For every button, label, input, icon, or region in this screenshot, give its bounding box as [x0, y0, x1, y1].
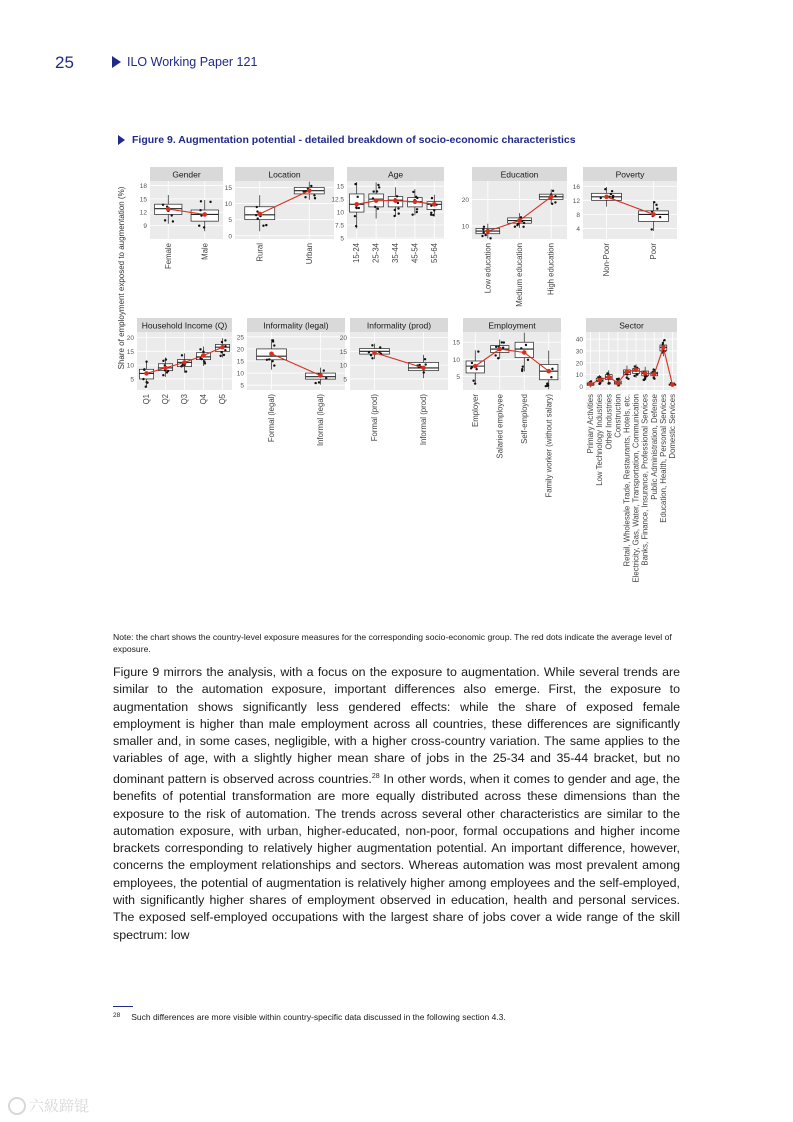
panel-area-informality-prod — [350, 332, 448, 390]
country-dot — [547, 384, 549, 386]
mean-dot — [549, 195, 554, 200]
country-dot — [372, 197, 374, 199]
x-tick-label: 45-54 — [410, 243, 420, 263]
country-dot — [172, 220, 174, 222]
country-dot — [482, 228, 484, 230]
country-dot — [424, 358, 426, 360]
x-tick-label: Banks, Finance, Insurance, Professional Services — [640, 394, 650, 566]
y-tick-label: 15 — [336, 183, 344, 191]
country-dot — [600, 197, 602, 199]
y-tick-label: 40 — [575, 336, 583, 344]
country-dot — [171, 214, 173, 216]
country-dot — [379, 346, 381, 348]
mean-dot — [307, 188, 312, 193]
y-tick-label: 20 — [339, 335, 347, 343]
country-dot — [521, 368, 523, 370]
country-dot — [318, 381, 320, 383]
country-dot — [522, 365, 524, 367]
panel-title-sector: Sector — [619, 320, 644, 331]
mean-dot — [497, 347, 502, 352]
x-tick-label: High education — [546, 243, 556, 296]
y-tick-label: 15 — [126, 348, 134, 356]
x-tick-label: Retail, Wholesale Trade, Restaurants, Hotels, etc. — [622, 394, 632, 567]
country-dot — [266, 359, 268, 361]
body-text-part-1: Figure 9 mirrors the analysis, with a focus on the exposure to augmentation. While several trends are similar to the automation exposure, important differences also emerge. First, the exposure to augmentation shows significantly less gendered effects: while the share of exposed female employment is higher than male employment across all countries, these differences are significantly smaller and, in some cases, negligible, with a higher cross-country variation. The same applies to the variables of age, with a slightly higher mean share of jobs in the 25-34 and 35-44 bracket, but no dominant pattern is observed across countries. — [113, 665, 680, 786]
country-dot — [598, 383, 600, 385]
x-tick-label: Rural — [255, 243, 265, 262]
y-tick-label: 18 — [139, 182, 147, 190]
y-tick-label: 20 — [126, 335, 134, 343]
country-dot — [418, 364, 420, 366]
country-dot — [430, 213, 432, 215]
watermark-text: 六級蹄锟 — [29, 1098, 90, 1115]
y-tick-label: 12 — [139, 209, 147, 217]
y-tick-label: 5 — [130, 376, 134, 384]
x-tick-label: Q4 — [199, 394, 208, 405]
country-dot — [416, 197, 418, 199]
country-dot — [633, 375, 635, 377]
mean-dot — [393, 198, 398, 203]
country-dot — [470, 367, 472, 369]
country-dot — [474, 382, 476, 384]
country-dot — [262, 225, 264, 227]
country-dot — [200, 214, 202, 216]
mean-dot — [522, 350, 527, 355]
mean-dot — [182, 360, 187, 365]
mean-dot — [546, 369, 551, 374]
country-dot — [185, 370, 187, 372]
y-tick-label: 5 — [240, 382, 244, 390]
page-number: 25 — [55, 53, 74, 72]
country-dot — [145, 360, 147, 362]
country-dot — [662, 342, 664, 344]
mean-dot — [257, 212, 262, 217]
country-dot — [181, 354, 183, 356]
country-dot — [314, 382, 316, 384]
country-dot — [494, 354, 496, 356]
mean-dot — [606, 375, 611, 380]
country-dot — [394, 209, 396, 211]
x-tick-label: Public Administration, Defense — [649, 394, 659, 500]
x-tick-label: 35-44 — [391, 243, 400, 263]
y-tick-label: 20 — [236, 346, 244, 354]
mean-dot — [166, 207, 171, 212]
y-tick-label: 10 — [236, 370, 244, 378]
x-tick-label: Informal (prod) — [419, 394, 428, 446]
mean-dot — [372, 350, 377, 355]
triangle-marker-icon — [112, 56, 121, 68]
country-dot — [484, 234, 486, 236]
mean-dot — [432, 202, 437, 207]
country-dot — [396, 195, 398, 197]
mean-dot — [643, 371, 648, 376]
country-dot — [273, 344, 275, 346]
watermark-logo-icon — [8, 1097, 26, 1115]
country-dot — [475, 368, 477, 370]
y-tick-label: 7.5 — [334, 222, 344, 230]
footnote-number: 28 — [113, 1012, 121, 1019]
mean-dot — [597, 378, 602, 383]
country-dot — [471, 362, 473, 364]
country-dot — [522, 226, 524, 228]
x-tick-label: Primary Activities — [586, 394, 596, 454]
country-dot — [659, 216, 661, 218]
y-tick-label: 10 — [336, 209, 344, 217]
country-dot — [354, 215, 356, 217]
country-dot — [411, 213, 413, 215]
country-dot — [165, 358, 167, 360]
mean-dot — [616, 381, 621, 386]
country-dot — [525, 344, 527, 346]
y-tick-label: 10 — [339, 362, 347, 370]
y-tick-label: 10 — [224, 201, 232, 209]
country-dot — [550, 376, 552, 378]
x-tick-label: Employer — [470, 394, 480, 427]
mean-dot — [661, 345, 666, 350]
body-paragraph — [113, 664, 680, 944]
box — [515, 342, 533, 357]
country-dot — [627, 378, 629, 380]
panel-area-poverty — [583, 181, 677, 239]
x-tick-label: Q5 — [218, 394, 227, 405]
x-tick-label: Domestic Services — [667, 394, 677, 459]
mean-dot — [144, 371, 149, 376]
country-dot — [554, 195, 556, 197]
x-tick-label: Formal (legal) — [267, 394, 276, 443]
country-dot — [377, 184, 379, 186]
country-dot — [323, 369, 325, 371]
x-tick-label: 25-34 — [371, 243, 381, 263]
country-dot — [424, 363, 426, 365]
country-dot — [143, 368, 145, 370]
mean-dot — [318, 373, 323, 378]
y-tick-label: 12 — [572, 197, 580, 205]
y-tick-label: 5 — [456, 373, 460, 381]
country-dot — [502, 347, 504, 349]
footnote-reference: 28 — [371, 772, 380, 780]
panel-title-age: Age — [387, 169, 404, 180]
country-dot — [368, 351, 370, 353]
country-dot — [608, 382, 610, 384]
x-tick-label: Poor — [649, 243, 658, 260]
country-dot — [372, 190, 374, 192]
country-dot — [200, 200, 202, 202]
country-dot — [162, 360, 164, 362]
mean-dot — [625, 369, 630, 374]
country-dot — [354, 183, 356, 185]
panel-title-education: Education — [500, 169, 539, 180]
y-tick-label: 5 — [228, 217, 232, 225]
country-dot — [167, 370, 169, 372]
figure-note: Note: the chart shows the country-level exposure measures for the corresponding socio-economic group. The red dots indicate the average level of exposure. — [113, 632, 672, 654]
country-dot — [224, 349, 226, 351]
y-tick-label: 10 — [452, 356, 460, 364]
x-tick-label: Male — [200, 243, 210, 260]
x-tick-label: Low education — [483, 243, 493, 294]
x-tick-label: Q1 — [142, 394, 151, 405]
country-dot — [356, 196, 358, 198]
country-dot — [416, 208, 418, 210]
country-dot — [371, 357, 373, 359]
country-dot — [520, 347, 522, 349]
y-tick-label: 30 — [575, 348, 583, 356]
x-tick-label: 15-24 — [352, 243, 362, 263]
y-tick-label: 20 — [575, 360, 583, 368]
country-dot — [393, 215, 395, 217]
country-dot — [355, 225, 357, 227]
country-dot — [514, 226, 516, 228]
y-tick-label: 15 — [452, 339, 460, 347]
x-tick-label: Q2 — [161, 394, 170, 405]
mean-dot — [220, 345, 225, 350]
mean-dot — [670, 382, 675, 387]
mean-dot — [517, 218, 522, 223]
country-dot — [271, 360, 273, 362]
country-dot — [432, 214, 434, 216]
x-tick-label: Urban — [304, 243, 314, 265]
y-tick-label: 15 — [224, 184, 232, 192]
country-dot — [423, 371, 425, 373]
body-text-part-2: In other words, when it comes to gender and age, the benefits of potential transformation are more equally distributed across these dimensions than the exposure to the risk of automation. The trends across several other characteristics are similar to the automation exposure, with urban, higher-educated, non-poor, formal occupations and higher income brackets corresponding to relatively higher augmentation potential. An important difference, however, concerns the employment relationships and sectors. Whereas automation was most prevalent among employees, the potential of augmentation is relatively higher among employees and the self-employed, with significantly higher shares of employment observed in education, health and personal services. The exposed self-employed occupations with the largest share of jobs cover a wide range of the skill spectrum: low — [113, 771, 680, 942]
mean-dot — [374, 198, 379, 203]
country-dot — [201, 358, 203, 360]
mean-dot — [652, 372, 657, 377]
country-dot — [371, 344, 373, 346]
country-dot — [203, 360, 205, 362]
figure-9-chart — [110, 160, 685, 615]
panel-title-employment: Employment — [488, 320, 536, 331]
x-tick-label: Non-Poor — [602, 243, 611, 277]
y-tick-label: 15 — [139, 196, 147, 204]
watermark — [8, 1095, 89, 1116]
running-header — [112, 55, 257, 69]
country-dot — [325, 377, 327, 379]
country-dot — [142, 378, 144, 380]
country-dot — [397, 207, 399, 209]
x-tick-label: Education, Health, Personal Services — [658, 394, 668, 523]
country-dot — [377, 208, 379, 210]
country-dot — [527, 359, 529, 361]
panel-title-informality-prod: Informality (prod) — [366, 320, 432, 331]
country-dot — [198, 224, 200, 226]
y-axis-label: Share of employment exposed to augmentation (%) — [117, 186, 126, 370]
y-tick-label: 12.5 — [331, 196, 344, 204]
y-tick-label: 15 — [339, 348, 347, 356]
country-dot — [313, 194, 315, 196]
y-tick-label: 10 — [461, 223, 469, 231]
x-tick-label: Medium education — [515, 243, 524, 307]
country-dot — [611, 190, 613, 192]
country-dot — [516, 224, 518, 226]
country-dot — [663, 339, 665, 341]
country-dot — [224, 339, 226, 341]
country-dot — [483, 226, 485, 228]
country-dot — [523, 222, 525, 224]
country-dot — [656, 208, 658, 210]
country-dot — [358, 207, 360, 209]
mean-dot — [163, 366, 168, 371]
x-tick-label: Female — [163, 243, 173, 269]
panel-title-informality-legal: Informality (legal) — [263, 320, 329, 331]
country-dot — [145, 386, 147, 388]
country-dot — [554, 201, 556, 203]
panel-title-household-income-q: Household Income (Q) — [141, 320, 228, 331]
x-tick-label: Self-employed — [519, 394, 529, 444]
country-dot — [202, 350, 204, 352]
country-dot — [416, 211, 418, 213]
y-tick-label: 16 — [572, 183, 580, 191]
country-dot — [497, 357, 499, 359]
country-dot — [162, 204, 164, 206]
country-dot — [477, 350, 479, 352]
x-tick-label: Formal (prod) — [370, 394, 379, 442]
country-dot — [209, 201, 211, 203]
x-tick-label: Low Technology Industries — [595, 394, 605, 486]
country-dot — [203, 226, 205, 228]
header-title: ILO Working Paper 121 — [127, 55, 258, 69]
country-dot — [551, 203, 553, 205]
country-dot — [489, 237, 491, 239]
country-dot — [606, 372, 608, 374]
country-dot — [495, 346, 497, 348]
country-dot — [653, 376, 655, 378]
y-tick-label: 25 — [236, 334, 244, 342]
country-dot — [398, 212, 400, 214]
country-dot — [164, 219, 166, 221]
panel-title-location: Location — [268, 169, 301, 180]
mean-dot — [473, 364, 478, 369]
country-dot — [378, 186, 380, 188]
country-dot — [634, 365, 636, 367]
country-dot — [653, 201, 655, 203]
country-dot — [501, 341, 503, 343]
country-dot — [551, 368, 553, 370]
country-dot — [482, 231, 484, 233]
country-dot — [610, 193, 612, 195]
panel-title-poverty: Poverty — [615, 169, 645, 180]
country-dot — [370, 354, 372, 356]
mean-dot — [354, 202, 359, 207]
panel-title-gender: Gender — [172, 169, 201, 180]
triangle-marker-icon — [118, 135, 125, 145]
y-tick-label: 9 — [143, 223, 147, 231]
y-tick-label: 10 — [575, 372, 583, 380]
country-dot — [472, 380, 474, 382]
country-dot — [256, 206, 258, 208]
mean-dot — [269, 351, 274, 356]
y-tick-label: 0 — [579, 383, 583, 391]
mean-dot — [202, 212, 207, 217]
country-dot — [220, 351, 222, 353]
y-tick-label: 5 — [343, 376, 347, 384]
country-dot — [552, 190, 554, 192]
country-dot — [431, 197, 433, 199]
country-dot — [651, 228, 653, 230]
country-dot — [199, 209, 201, 211]
country-dot — [146, 381, 148, 383]
country-dot — [257, 217, 259, 219]
y-tick-label: 8 — [576, 211, 580, 219]
mean-dot — [651, 212, 656, 217]
country-dot — [221, 341, 223, 343]
country-dot — [644, 375, 646, 377]
mean-dot — [486, 229, 491, 234]
country-dot — [481, 235, 483, 237]
figure-title-text: Figure 9. Augmentation potential - detailed breakdown of socio-economic characteristics — [132, 134, 576, 146]
country-dot — [273, 364, 275, 366]
country-dot — [612, 195, 614, 197]
x-tick-label: Construction — [613, 394, 623, 438]
country-dot — [644, 378, 646, 380]
x-tick-label: Q3 — [180, 394, 189, 405]
x-tick-label: 55-64 — [429, 243, 439, 263]
country-dot — [376, 190, 378, 192]
country-dot — [268, 358, 270, 360]
y-tick-label: 5 — [340, 235, 344, 243]
x-tick-label: Family worker (without salary) — [544, 394, 554, 498]
country-dot — [374, 206, 376, 208]
mean-dot — [413, 199, 418, 204]
country-dot — [433, 209, 435, 211]
country-dot — [412, 191, 414, 193]
country-dot — [255, 214, 257, 216]
country-dot — [304, 196, 306, 198]
footnote-rule — [113, 1006, 133, 1007]
y-tick-label: 10 — [126, 362, 134, 370]
country-dot — [636, 373, 638, 375]
figure-title — [118, 134, 576, 146]
country-dot — [655, 204, 657, 206]
footnote — [113, 1012, 506, 1022]
x-tick-label: Salaried employee — [495, 394, 505, 459]
country-dot — [223, 354, 225, 356]
country-dot — [272, 339, 274, 341]
x-tick-label: Electricity, Gas, Water, Transportation, Communication — [631, 394, 641, 583]
country-dot — [314, 197, 316, 199]
x-tick-label: Other Industries — [604, 394, 614, 450]
country-dot — [219, 355, 221, 357]
y-tick-label: 0 — [228, 233, 232, 241]
y-tick-label: 4 — [576, 225, 580, 233]
mean-dot — [634, 368, 639, 373]
country-dot — [310, 185, 312, 187]
mean-dot — [604, 195, 609, 200]
footnote-text: Such differences are more visible within country-specific data discussed in the following section 4.3. — [131, 1012, 506, 1022]
country-dot — [199, 348, 201, 350]
mean-dot — [201, 353, 206, 358]
mean-dot — [588, 382, 593, 387]
x-tick-label: Informal (legal) — [316, 394, 325, 446]
country-dot — [162, 374, 164, 376]
y-tick-label: 20 — [461, 196, 469, 204]
mean-dot — [421, 366, 426, 371]
country-dot — [355, 206, 357, 208]
y-tick-label: 15 — [236, 358, 244, 366]
country-dot — [604, 188, 606, 190]
country-dot — [616, 378, 618, 380]
country-dot — [265, 224, 267, 226]
